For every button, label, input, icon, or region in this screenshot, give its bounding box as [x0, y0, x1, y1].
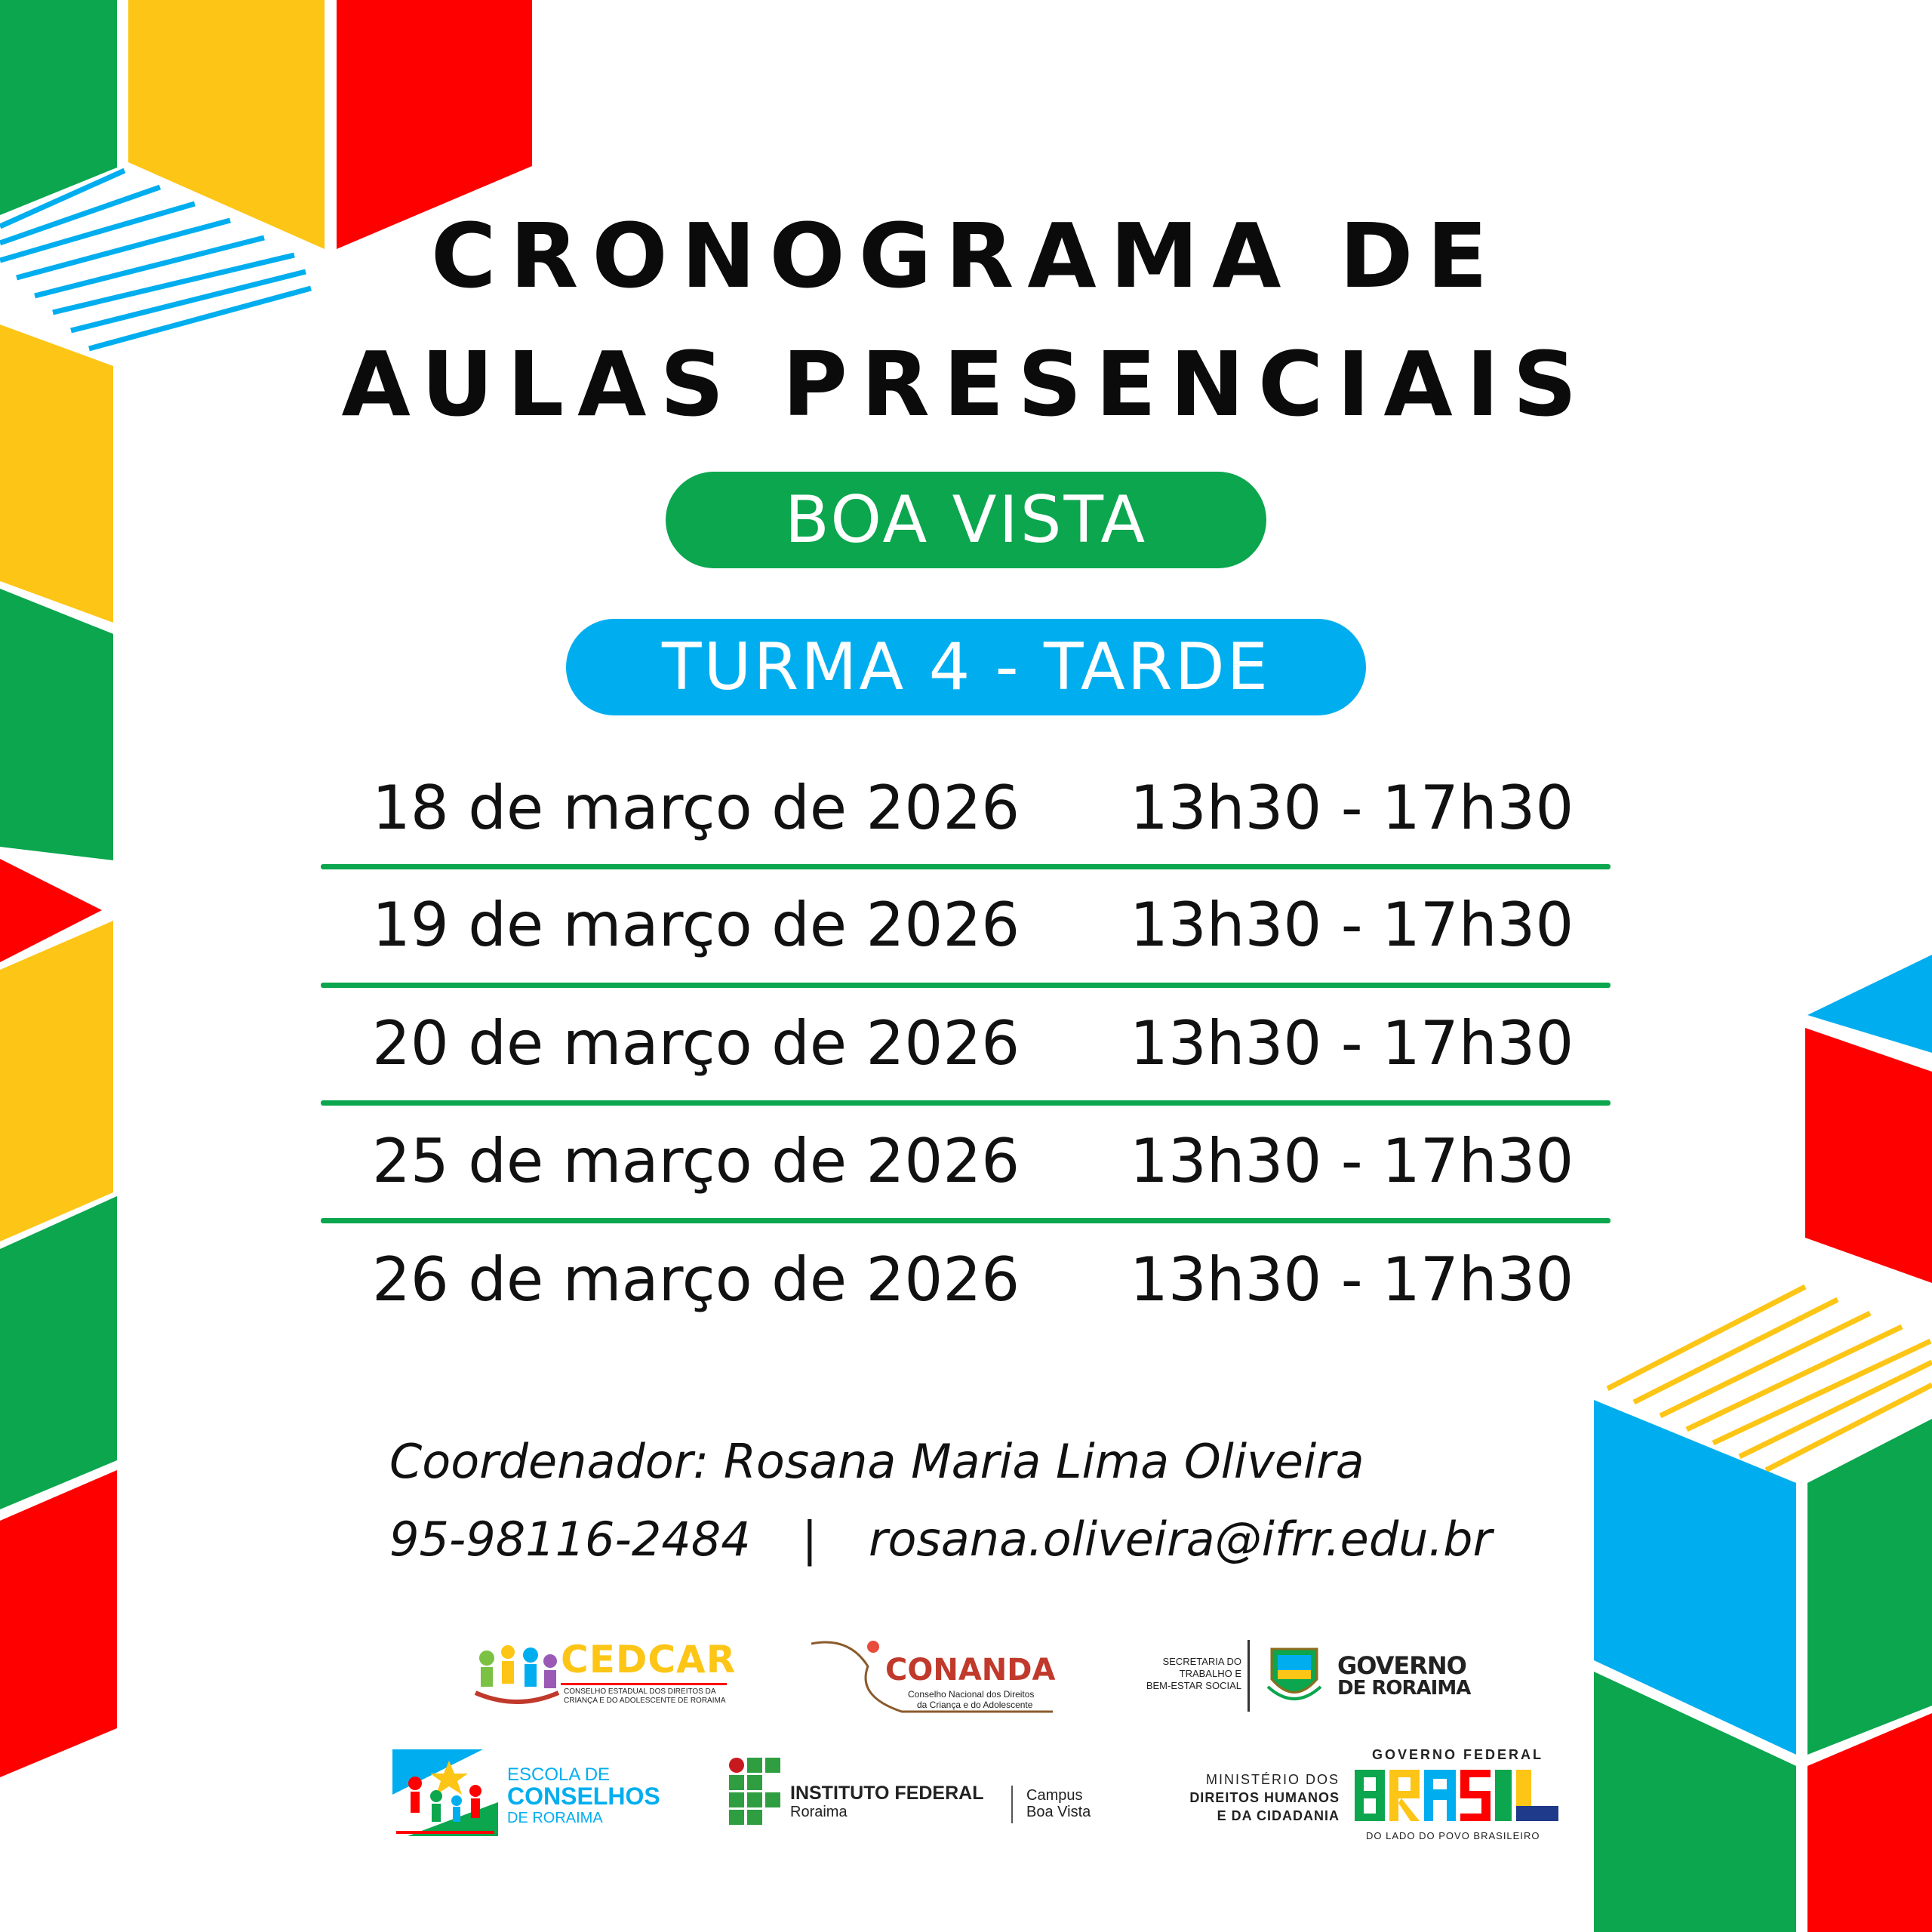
- schedule-time: 13h30 - 17h30: [1130, 1126, 1574, 1196]
- ifrr-logo: [728, 1757, 1106, 1832]
- email-link[interactable]: rosana.oliveira@ifrr.edu.br: [868, 1512, 1493, 1567]
- schedule-date: 25 de março de 2026: [372, 1126, 1020, 1196]
- schedule-row: [321, 998, 1607, 1111]
- governo-roraima-logo: [1124, 1638, 1472, 1713]
- cedcar-underline: [561, 1683, 727, 1685]
- ministerio-line-3: E DA CIDADANIA: [1217, 1808, 1340, 1823]
- schedule-time: 13h30 - 17h30: [1130, 890, 1574, 960]
- brasil-wordmark: [1355, 1770, 1558, 1821]
- coordinator-name: Coordenador: Rosana Maria Lima Oliveira: [389, 1434, 1364, 1489]
- cedcar-emblem-icon: [472, 1641, 562, 1709]
- deco-red-right: [1805, 1028, 1932, 1283]
- roraima-coat-of-arms-icon: [1264, 1641, 1324, 1709]
- escola-line-2: CONSELHOS: [507, 1783, 660, 1810]
- schedule-time: 13h30 - 17h30: [1130, 1244, 1574, 1315]
- schedule-date: 19 de março de 2026: [372, 890, 1020, 960]
- class-badge: TURMA 4 - TARDE: [566, 619, 1366, 715]
- governo-line-2: DE RORAIMA: [1337, 1677, 1471, 1700]
- row-divider: [321, 1218, 1611, 1223]
- title-line-1: CRONOGRAMA DE: [430, 204, 1502, 308]
- deco-green-block-2: [0, 589, 113, 860]
- row-divider: [321, 1100, 1611, 1106]
- secretaria-line-3: BEM-ESTAR SOCIAL: [1146, 1680, 1241, 1691]
- schedule-date: 26 de março de 2026: [372, 1244, 1020, 1315]
- ifrr-grid-icon: [728, 1757, 781, 1826]
- brasil-tagline: DO LADO DO POVO BRASILEIRO: [1366, 1830, 1540, 1841]
- brasil-top-label: GOVERNO FEDERAL: [1372, 1747, 1544, 1762]
- cedcar-subtitle-2: CRIANÇA E DO ADOLESCENTE DE RORAIMA: [564, 1697, 726, 1705]
- ifrr-campus-1: Campus: [1026, 1787, 1083, 1804]
- schedule-date: 20 de março de 2026: [372, 1008, 1020, 1078]
- phone-number: 95-98116-2484: [389, 1512, 751, 1567]
- title-line-2: AULAS PRESENCIAIS: [341, 332, 1591, 436]
- escola-emblem-icon: [392, 1749, 498, 1836]
- conanda-name: CONANDA: [885, 1653, 1056, 1687]
- schedule-row: [321, 1234, 1607, 1347]
- city-badge: BOA VISTA: [666, 472, 1266, 568]
- conanda-subtitle-1: Conselho Nacional dos Direitos: [908, 1689, 1035, 1700]
- deco-green-block-4: [1807, 1419, 1932, 1755]
- ifrr-line-1: INSTITUTO FEDERAL: [790, 1783, 984, 1804]
- governo-line-1: GOVERNO: [1337, 1651, 1466, 1680]
- schedule-row: [321, 879, 1607, 992]
- cedcar-name: CEDCAR: [561, 1638, 737, 1681]
- escola-line-3: DE RORAIMA: [507, 1810, 603, 1826]
- schedule-time: 13h30 - 17h30: [1130, 773, 1574, 843]
- schedule-row: [321, 762, 1607, 875]
- ministerio-line-1: MINISTÉRIO DOS: [1205, 1772, 1340, 1787]
- deco-yellow-block-3: [0, 921, 113, 1241]
- deco-green-block-3: [0, 1196, 117, 1509]
- conanda-subtitle-2: da Criança e do Adolescente: [917, 1700, 1033, 1710]
- escola-conselhos-logo: [392, 1749, 660, 1836]
- schedule-time: 13h30 - 17h30: [1130, 1008, 1574, 1078]
- contact-line: [389, 1512, 1492, 1567]
- governo-federal-brasil-logo: [1351, 1747, 1562, 1845]
- row-divider: [321, 983, 1611, 988]
- cedcar-logo: [472, 1638, 737, 1713]
- ministerio-line-2: DIREITOS HUMANOS: [1189, 1790, 1340, 1805]
- conanda-logo: [811, 1636, 1060, 1719]
- ministerio-logo: [1151, 1772, 1340, 1840]
- ifrr-divider: [1011, 1786, 1013, 1823]
- schedule-row: [321, 1115, 1607, 1229]
- secretaria-line-1: SECRETARIA DO: [1162, 1656, 1241, 1667]
- cedcar-subtitle-1: CONSELHO ESTADUAL DOS DIREITOS DA: [564, 1687, 716, 1696]
- row-divider: [321, 864, 1611, 869]
- schedule-date: 18 de março de 2026: [372, 773, 1020, 843]
- ifrr-line-2: Roraima: [790, 1804, 848, 1820]
- ifrr-campus-2: Boa Vista: [1026, 1804, 1091, 1820]
- contact-divider: |: [801, 1512, 818, 1567]
- secretaria-divider: [1247, 1640, 1250, 1712]
- secretaria-line-2: TRABALHO E: [1179, 1668, 1241, 1679]
- escola-line-1: ESCOLA DE: [507, 1764, 611, 1785]
- deco-red-block-3: [0, 1470, 117, 1777]
